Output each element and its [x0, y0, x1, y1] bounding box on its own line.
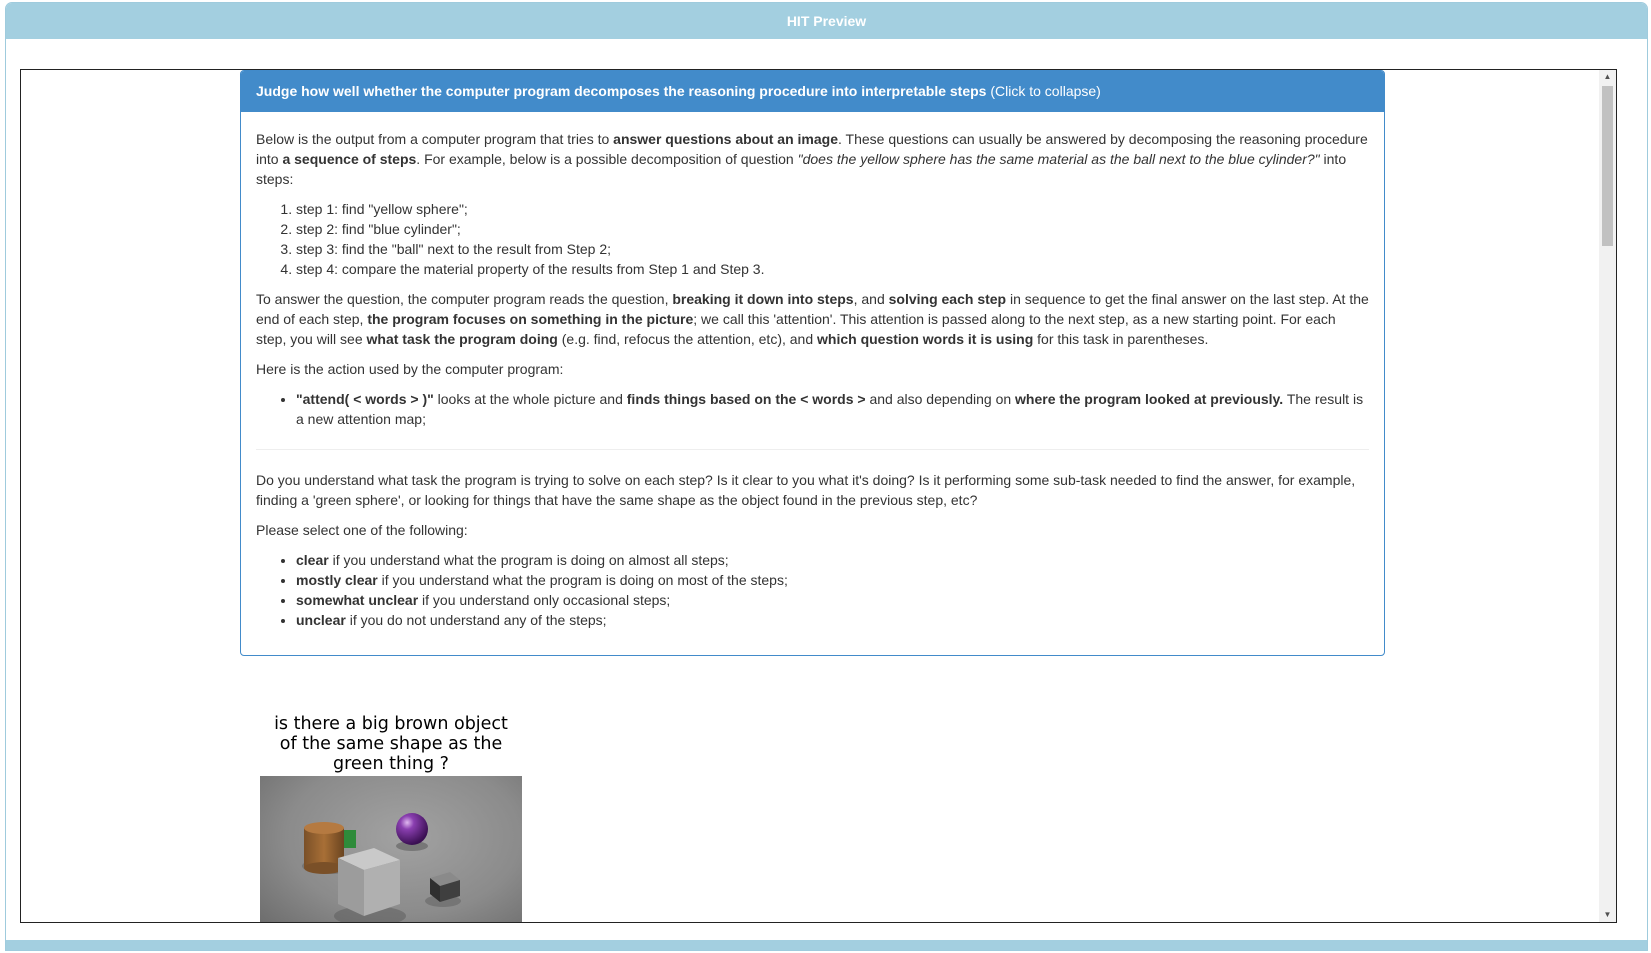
window-title: HIT Preview	[6, 3, 1647, 39]
select-prompt: Please select one of the following:	[256, 522, 468, 538]
action-intro: Here is the action used by the computer program:	[256, 361, 564, 377]
instructions-panel	[240, 70, 1385, 656]
intro-paragraph: Below is the output from a computer program that tries to answer questions about an image. These questions can usually be answered by decomposing the reasoning procedure into a sequence of steps. For example, below is a possible decomposition of question "does the yellow sphere has the same material as the ball next to the blue cylinder?" into steps:	[256, 131, 1368, 187]
option-unclear: • unclear if you do not understand any of the steps;	[296, 610, 1369, 630]
scroll-down-arrow-icon[interactable]: ▼	[1603, 910, 1612, 919]
action-list	[256, 389, 1369, 429]
scroll-up-arrow-icon[interactable]: ▲	[1603, 72, 1612, 81]
hit-iframe	[20, 69, 1617, 923]
hit-preview-window	[5, 2, 1648, 951]
vertical-scrollbar[interactable]	[1599, 70, 1616, 922]
action-item-attend: • "attend( < words > )" looks at the whole picture and finds things based on the < words > and also depending on where the program looked at previously. The result is a new attention map;	[296, 389, 1369, 429]
divider	[256, 449, 1369, 450]
example-step: 1. step 1: find "yellow sphere";	[296, 199, 1369, 219]
example-steps-list	[256, 199, 1369, 279]
option-somewhat-unclear: • somewhat unclear if you understand only occasional steps;	[296, 590, 1369, 610]
example-step: 3. step 3: find the "ball" next to the result from Step 2;	[296, 239, 1369, 259]
collapse-toggle-label[interactable]: (Click to collapse)	[986, 83, 1101, 99]
example-step: 4. step 4: compare the material property of the results from Step 1 and Step 3.	[296, 259, 1369, 279]
question-prompt: Do you understand what task the program is trying to solve on each step? Is it clear to you what it's doing? Is it performing some sub-task needed to find the answer, for example, finding a 'green sphere', or looking for things that have the same shape as the object found in the previous step, etc?	[256, 472, 1356, 508]
example-step: 2. step 2: find "blue cylinder";	[296, 219, 1369, 239]
explanation-paragraph: To answer the question, the computer program reads the question, breaking it down into steps, and solving each step in sequence to get the final answer on the last step. At the end of each step, the program focuses on something in the picture; we call this 'attention'. This attention is passed along to the next step, as a new starting point. For each step, you will see what task the program doing (e.g. find, refocus the attention, etc), and which question words it is using for this task in parentheses.	[256, 291, 1369, 347]
instructions-panel-heading[interactable]	[241, 71, 1384, 112]
scene-illustration	[260, 776, 522, 922]
scroll-thumb[interactable]	[1602, 86, 1613, 246]
option-mostly-clear: • mostly clear if you understand what the program is doing on most of the steps;	[296, 570, 1369, 590]
option-clear: • clear if you understand what the program is doing on almost all steps;	[296, 550, 1369, 570]
options-list	[256, 550, 1369, 630]
scene-image	[260, 776, 522, 922]
instructions-panel-body	[241, 112, 1384, 630]
question-card	[259, 714, 523, 922]
window-bottom-bar	[6, 940, 1647, 950]
hit-content	[21, 70, 1599, 922]
panel-heading-title: Judge how well whether the computer program decomposes the reasoning procedure into interpretable steps	[256, 83, 987, 99]
question-text: is there a big brown object of the same shape as the green thing ?	[274, 714, 508, 774]
